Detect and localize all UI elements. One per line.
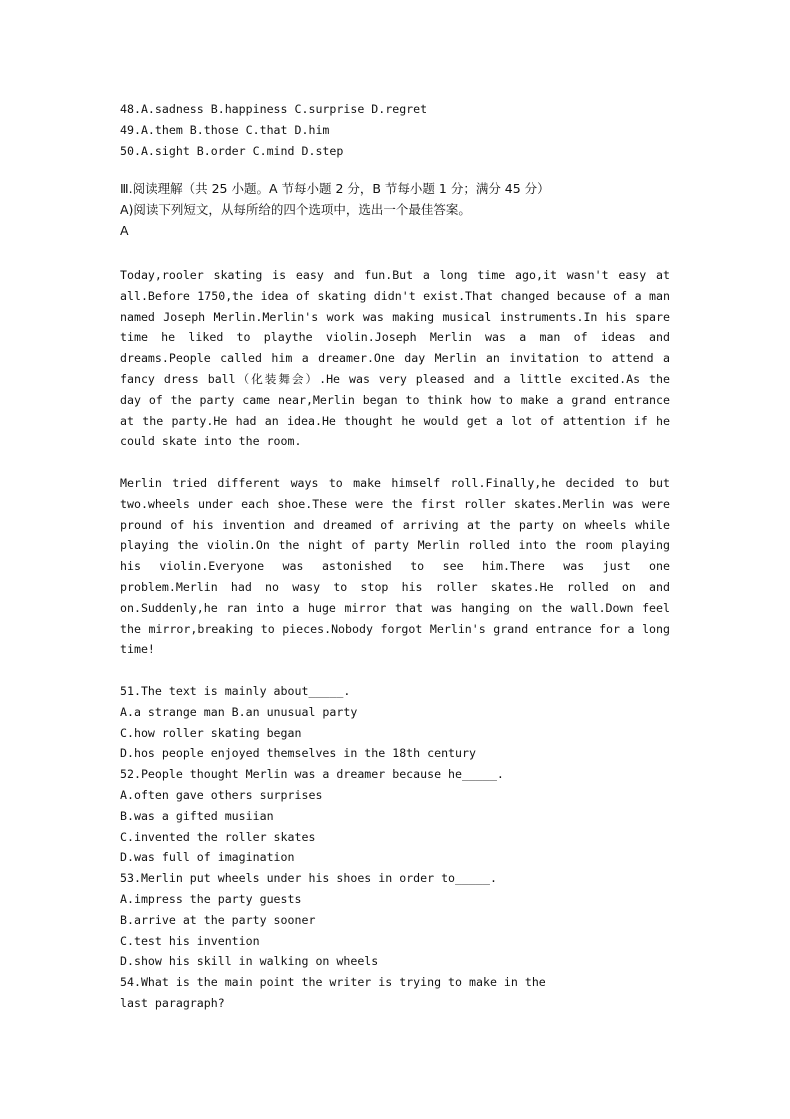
passage-paragraph-1 [120, 265, 670, 452]
passage-line: all.Before 1750,the idea of skating didn't exist.That changed because of a man [120, 288, 670, 303]
passage-line: day of the party came near,Merlin began to think how to make a grand entrance [120, 392, 670, 407]
passage-line: the mirror,breaking to pieces.Nobody forgot Merlin's grand entrance for a long [120, 621, 670, 636]
passage-line: Merlin tried different ways to make himself roll.Finally,he decided to but [120, 476, 670, 490]
passage-paragraph-2 [120, 473, 670, 660]
passage-line: on.Suddenly,he ran into a huge mirror that was hanging on the wall.Down feel [120, 600, 670, 615]
passage-line: dreams.People called him a dreamer.One day Merlin an invitation to attend a [120, 351, 670, 366]
option-line: C.invented the roller skates [120, 829, 316, 844]
answer-options-top [120, 99, 670, 161]
question-54: 54.What is the main point the writer is trying to make in the [120, 975, 546, 990]
passage-line: playing the violin.On the night of party Merlin rolled into the room playing [120, 538, 670, 553]
option-line: A.impress the party guests [120, 891, 302, 906]
option-line: D.hos people enjoyed themselves in the 18th century [120, 746, 476, 761]
question-51: 51.The text is mainly about_____. [120, 684, 351, 698]
option-line: D.show his skill in walking on wheels [120, 954, 379, 969]
passage-line: time he liked to playthe violin.Joseph Merlin was a man of ideas and [120, 330, 670, 345]
passage-line: named Joseph Merlin.Merlin's work was making musical instruments.In his spare [120, 309, 670, 324]
question-52: 52.People thought Merlin was a dreamer because he_____. [120, 767, 504, 782]
answer-line-50: 50.A.sight B.order C.mind D.step [120, 143, 344, 158]
passage-line: could skate into the room. [120, 434, 302, 449]
option-line: B.was a gifted musiian [120, 808, 274, 823]
option-line: A.a strange man B.an unusual party [120, 704, 358, 719]
option-line: A.often gave others surprises [120, 787, 323, 802]
passage-line: pround of his invention and dreamed of arriving at the party on wheels while [120, 517, 670, 532]
questions-block [120, 681, 670, 1014]
part-label: A [120, 222, 129, 238]
answer-line-48: 48.A.sadness B.happiness C.surprise D.regret [120, 102, 428, 116]
passage-line: Today,rooler skating is easy and fun.But a long time ago,it wasn't easy at [120, 268, 670, 282]
option-line: D.was full of imagination [120, 850, 295, 865]
section-heading: Ⅲ.阅读理解（共 25 小题。A 节每小题 2 分，B 节每小题 1 分；满分 45 分） [120, 181, 550, 196]
option-line: B.arrive at the party sooner [120, 912, 316, 927]
passage-line: at the party.He had an idea.He thought he would get a lot of attention if he [120, 413, 670, 428]
option-line: C.how roller skating began [120, 725, 302, 740]
passage-line: fancy dress ball（化装舞会）.He was very pleased and a little excited.As the [120, 371, 670, 386]
answer-line-49: 49.A.them B.those C.that D.him [120, 122, 330, 137]
passage-line: time! [120, 642, 155, 657]
passage-line: his violin.Everyone was astonished to see him.There was just one [120, 559, 670, 574]
passage-line: problem.Merlin had no wasy to stop his roller skates.He rolled on and [120, 579, 670, 594]
question-53: 53.Merlin put wheels under his shoes in order to_____. [120, 871, 497, 886]
passage-line: two.wheels under each shoe.These were the first roller skates.Merlin was were [120, 496, 670, 511]
section-header [120, 179, 670, 241]
section-instruction: A)阅读下列短文，从每所给的四个选项中，选出一个最佳答案。 [120, 201, 471, 217]
question-54-continued: last paragraph? [120, 995, 225, 1010]
option-line: C.test his invention [120, 933, 260, 948]
